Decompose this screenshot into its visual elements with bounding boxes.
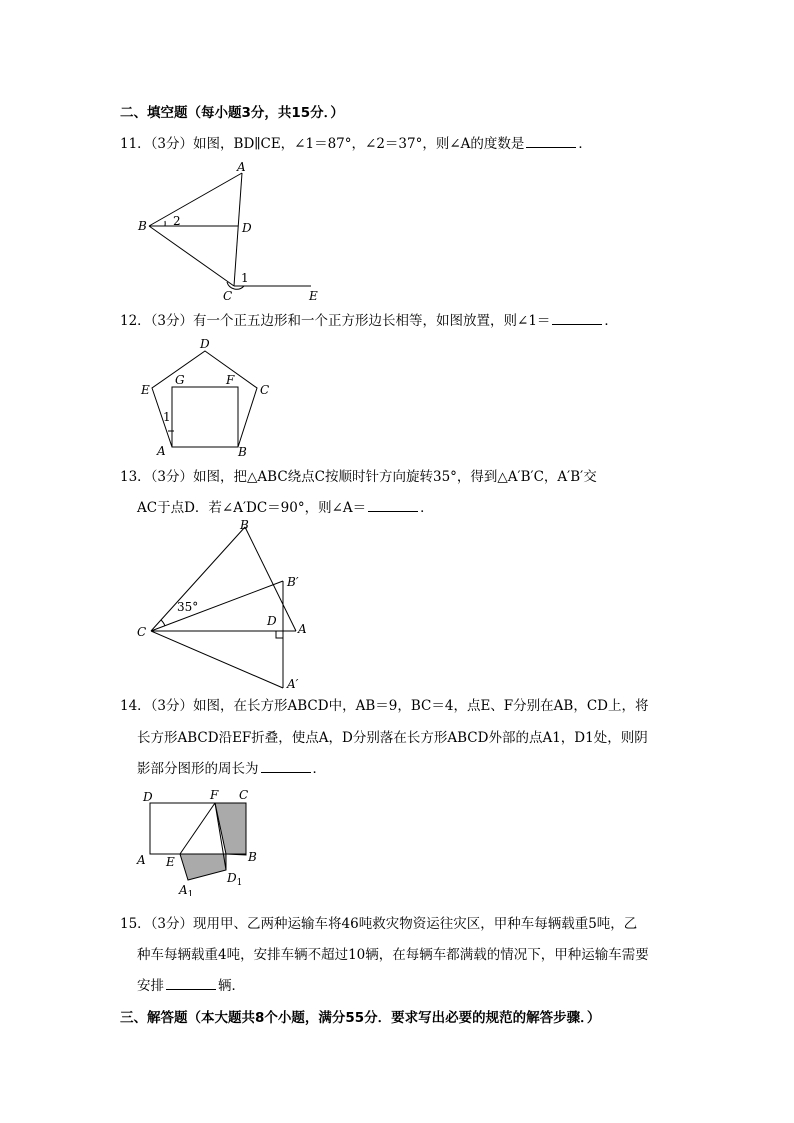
label-B: B (138, 219, 147, 233)
label-C: C (239, 788, 249, 802)
q15-text: 安排 (137, 978, 164, 994)
label-D1-sub: 1 (236, 878, 243, 888)
q15-unit: 辆． (218, 978, 245, 994)
label-A1-letter: A (179, 883, 188, 896)
angle-label-1: 1 (163, 410, 171, 424)
label-B: B (240, 518, 249, 532)
label-A1-sub: 1 (187, 890, 194, 896)
question-14-line-3 (137, 760, 326, 778)
label-D: D (267, 614, 277, 628)
question-12-text (120, 312, 618, 330)
section-3-heading: 三、解答题（本大题共8个小题，满分55分．要求写出必要的规范的解答步骤．） (120, 1010, 601, 1026)
label-C: C (223, 289, 233, 303)
q13-text: AC于点D．若∠A′DC＝90°，则∠A＝ (137, 500, 367, 516)
label-D1 (226, 871, 242, 888)
question-15-line-2: 种车每辆载重4吨，安排车辆不超过10辆，在每辆车都满载的情况下，甲种运输车需要 (137, 947, 649, 963)
question-15-line-3 (137, 977, 245, 995)
label-A: A (157, 444, 166, 458)
label-B: B (248, 850, 257, 864)
answer-blank (368, 499, 418, 512)
answer-blank (552, 312, 602, 325)
figure-q11 (135, 158, 335, 308)
q14-text: 影部分图形的周长为 (137, 761, 259, 777)
question-14-line-1: 14．（3分）如图，在长方形ABCD中，AB＝9，BC＝4，点E、F分别在AB，CD上，将 (120, 698, 649, 714)
q12-text: 12．（3分）有一个正五边形和一个正方形边长相等，如图放置，则∠1＝ (120, 313, 551, 329)
answer-blank (526, 135, 576, 148)
label-D: D (200, 337, 210, 351)
question-11-text (120, 135, 592, 153)
label-E: E (309, 289, 318, 303)
label-B-prime: B′ (287, 575, 299, 589)
label-D1-letter: D (227, 871, 237, 885)
question-14-line-2: 长方形ABCD沿EF折叠，使点A，D分别落在长方形ABCD外部的点A1，D1处，则阴 (137, 730, 648, 746)
label-A: A (298, 622, 307, 636)
label-B: B (238, 445, 247, 459)
label-D: D (242, 221, 252, 235)
label-C: C (137, 625, 147, 639)
figure-q13 (130, 518, 320, 693)
label-F: F (226, 373, 235, 387)
question-13-line-2 (137, 499, 434, 517)
answer-blank (166, 977, 216, 990)
q14-period: ． (312, 761, 326, 777)
angle-label-2: 2 (173, 214, 181, 228)
q11-text: 11．（3分）如图，BD∥CE，∠1＝87°，∠2＝37°，则∠A的度数是 (120, 136, 525, 152)
figure-q14 (135, 786, 275, 896)
answer-blank (261, 760, 311, 773)
label-E: E (166, 855, 175, 869)
angle-label-35: 35° (177, 600, 199, 614)
question-13-line-1: 13．（3分）如图，把△ABC绕点C按顺时针方向旋转35°，得到△A′B′C，A′B′交 (120, 469, 597, 485)
label-D: D (143, 790, 153, 804)
q12-period: ． (604, 313, 618, 329)
label-C: C (260, 383, 270, 397)
label-A-prime: A′ (287, 677, 299, 691)
label-E: E (141, 383, 150, 397)
label-F: F (210, 788, 219, 802)
q13-period: ． (420, 500, 434, 516)
section-2-heading: 二、填空题（每小题3分，共15分．） (120, 105, 344, 121)
label-A1 (178, 883, 193, 896)
figure-q12 (135, 334, 285, 459)
angle-label-1: 1 (241, 271, 249, 285)
label-A: A (137, 853, 146, 867)
label-A: A (237, 160, 246, 174)
label-G: G (175, 373, 185, 387)
q11-period: ． (578, 136, 592, 152)
question-15-line-1: 15．（3分）现用甲、乙两种运输车将46吨救灾物资运往灾区，甲种车每辆载重5吨，乙 (120, 916, 638, 932)
